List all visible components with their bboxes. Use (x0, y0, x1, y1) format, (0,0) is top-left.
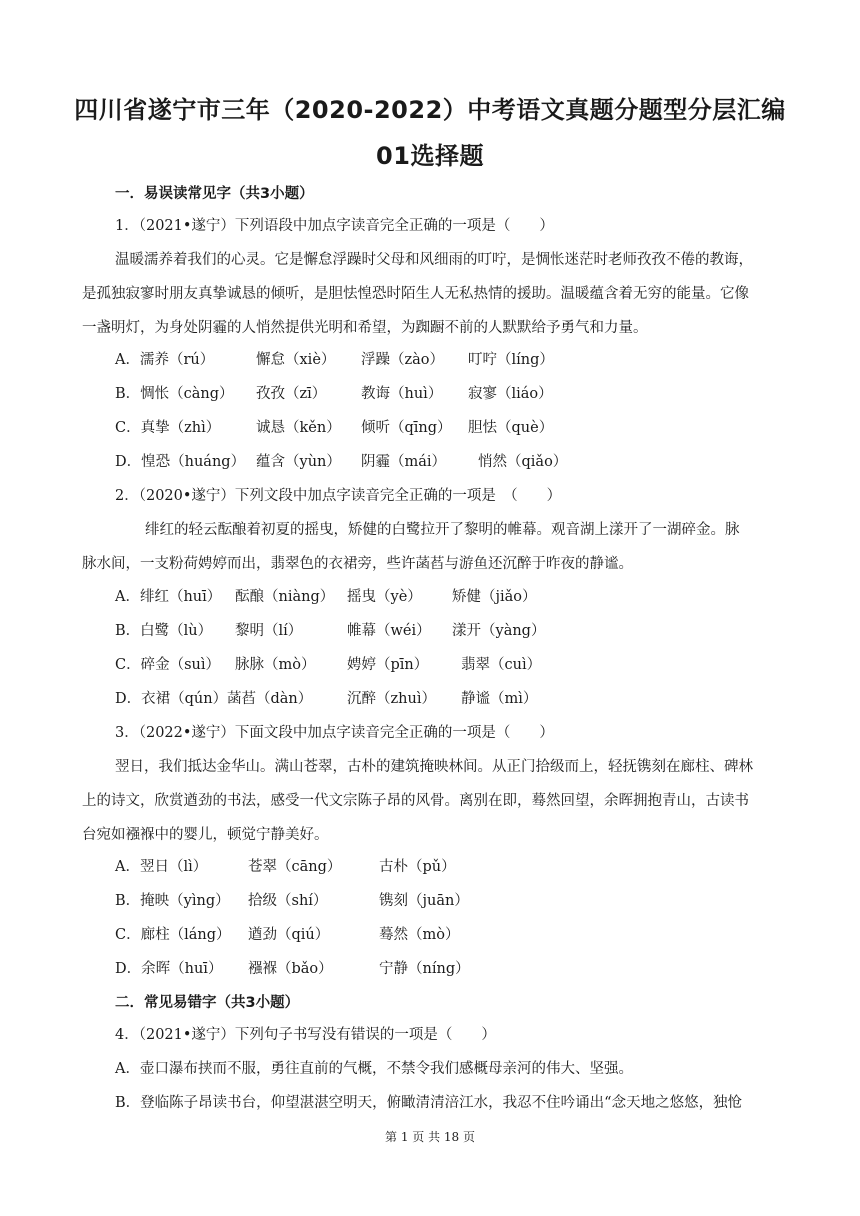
option-item: D．衣裙（qún） (115, 691, 228, 707)
option-item: 古朴（pǔ） (379, 859, 456, 875)
option-item: 菡萏（dàn） (227, 691, 313, 707)
option-item: 镌刻（juān） (379, 893, 469, 909)
option-item: 脉脉（mò） (235, 657, 316, 673)
option-item: 懈怠（xiè） (256, 352, 336, 368)
option-item: 襁褓（bǎo） (248, 961, 333, 977)
option-item: 倾听（qīng） (361, 420, 452, 436)
question-2-stem: 2．（2020•遂宁）下列文段中加点字读音完全正确的一项是 （ ） (115, 488, 562, 504)
question-1-stem: 1．（2021•遂宁）下列语段中加点字读音完全正确的一项是（ ） (115, 218, 554, 234)
question-2-passage-line: 绯红的轻云酝酿着初夏的摇曳，矫健的白鹭拉开了黎明的帷幕。观音湖上漾开了一湖碎金。脉 (145, 522, 740, 538)
question-3-passage-line: 台宛如襁褓中的婴儿，顿觉宁静美好。 (82, 827, 329, 843)
option-item: 娉婷（pīn） (347, 657, 429, 673)
option-item: 漾开（yàng） (452, 623, 546, 639)
option-item: 孜孜（zī） (256, 386, 327, 402)
option-item: 翡翠（cuì） (461, 657, 542, 673)
question-4-option-b: B．登临陈子昂读书台，仰望湛湛空明天，俯瞰清清涪江水，我忍不住吟诵出“念天地之悠悠，独怆 (115, 1095, 743, 1111)
option-item: 叮咛（líng） (468, 352, 554, 368)
option-item: 拾级（shí） (248, 893, 328, 909)
option-item: 黎明（lí） (235, 623, 303, 639)
page-subtitle: 01选择题 (376, 142, 484, 170)
page-title: 四川省遂宁市三年（2020-2022）中考语文真题分题型分层汇编 (74, 96, 786, 124)
option-item: B．惆怅（càng） (115, 386, 234, 402)
question-3-passage-line: 上的诗文，欣赏遒劲的书法，感受一代文宗陈子昂的风骨。离别在即，蓦然回望，余晖拥抱青山，古读书 (82, 793, 749, 809)
option-item: 酝酿（niàng） (235, 589, 335, 605)
option-item: 教诲（huì） (361, 386, 443, 402)
option-item: 悄然（qiǎo） (478, 454, 568, 470)
option-item: 浮躁（zào） (361, 352, 445, 368)
question-1-passage-line: 是孤独寂寥时朋友真挚诚恳的倾听，是胆怯惶恐时陌生人无私热情的援助。温暖蕴含着无穷的能量。它像 (82, 286, 749, 302)
option-item: 阴霾（mái） (361, 454, 447, 470)
question-4-option-a: A．壶口瀑布挟而不服，勇往直前的气概，不禁令我们感概母亲河的伟大、坚强。 (115, 1061, 633, 1077)
option-item: 诚恳（kěn） (256, 420, 341, 436)
section-heading-2: 二．常见易错字（共3小题） (115, 995, 300, 1011)
option-item: C．廊柱（láng） (115, 927, 231, 943)
option-item: 矫健（jiǎo） (452, 589, 537, 605)
option-item: B．白鹭（lù） (115, 623, 213, 639)
option-item: 遒劲（qiú） (248, 927, 330, 943)
option-item: A．绯红（huī） (115, 589, 222, 605)
option-item: 苍翠（cāng） (248, 859, 342, 875)
option-item: D．余晖（huī） (115, 961, 223, 977)
option-item: A．翌日（lì） (115, 859, 208, 875)
option-item: 沉醉（zhuì） (347, 691, 436, 707)
page-footer: 第 1 页 共 18 页 (385, 1130, 475, 1144)
option-item: A．濡养（rú） (115, 352, 215, 368)
question-1-passage-line: 一盏明灯，为身处阴霾的人悄然提供光明和希望，为踟蹰不前的人默默给予勇气和力量。 (82, 320, 648, 336)
option-item: 蓦然（mò） (379, 927, 460, 943)
option-item: 静谧（mì） (461, 691, 538, 707)
option-item: 帷幕（wéi） (347, 623, 431, 639)
question-3-stem: 3．（2022•遂宁）下面文段中加点字读音完全正确的一项是（ ） (115, 725, 554, 741)
option-item: 摇曳（yè） (347, 589, 422, 605)
option-item: 寂寥（liáo） (468, 386, 553, 402)
option-item: B．掩映（yìng） (115, 893, 230, 909)
question-4-stem: 4．（2021•遂宁）下列句子书写没有错误的一项是（ ） (115, 1027, 496, 1043)
question-2-passage-line: 脉水间，一支粉荷娉婷而出，翡翠色的衣裙旁，些许菡萏与游鱼还沉醉于昨夜的静谧。 (82, 556, 633, 572)
option-item: C．真挚（zhì） (115, 420, 221, 436)
option-item: D．惶恐（huáng） (115, 454, 246, 470)
section-heading-1: 一．易误读常见字（共3小题） (115, 186, 314, 202)
option-item: C．碎金（suì） (115, 657, 221, 673)
option-item: 胆怯（què） (468, 420, 554, 436)
option-item: 蕴含（yùn） (256, 454, 341, 470)
option-item: 宁静（níng） (379, 961, 470, 977)
question-1-passage-line: 温暖濡养着我们的心灵。它是懈怠浮躁时父母和风细雨的叮咛，是惆怅迷茫时老师孜孜不倦的教诲， (115, 252, 753, 268)
question-3-passage-line: 翌日，我们抵达金华山。满山苍翠，古朴的建筑掩映林间。从正门拾级而上，轻抚镌刻在廊柱、碑林 (115, 759, 753, 775)
